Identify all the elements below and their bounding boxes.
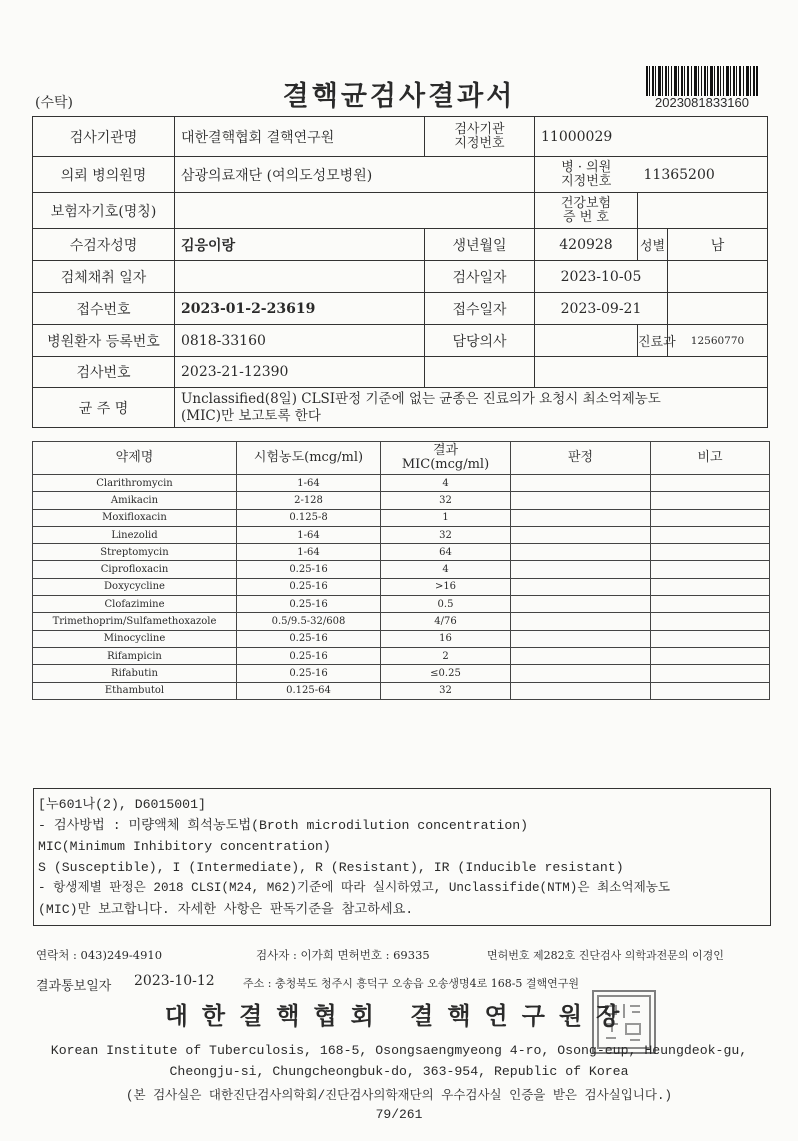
- collection-date-value: [175, 261, 425, 293]
- mic-cell: 32: [381, 492, 511, 509]
- drug-name-cell: Ciprofloxacin: [33, 561, 237, 578]
- receipt-date-value: 2023-09-21: [535, 293, 668, 325]
- col-header-note: 비고: [651, 442, 770, 475]
- judge-cell: [511, 492, 651, 509]
- drug-name-cell: Clarithromycin: [33, 475, 237, 492]
- table-row: [33, 509, 770, 526]
- table-row: [33, 561, 770, 578]
- health-cert-value: [638, 193, 768, 229]
- mic-cell: 4: [381, 561, 511, 578]
- barcode-icon: [646, 66, 758, 96]
- table-row: [33, 596, 770, 613]
- institution-value: 대한결핵협회 결핵연구원: [175, 117, 425, 157]
- address-en-line1: Korean Institute of Tuberculosis, 168-5, Osongsaengmyeong 4-ro, Osong-eup, Heungdeok-gu,: [50, 1043, 748, 1058]
- barcode-number: 2023081833160: [655, 95, 749, 110]
- contact: 연락처 : 043)249-4910: [36, 948, 163, 962]
- receipt-date-extra: [668, 293, 768, 325]
- judge-cell: [511, 596, 651, 613]
- mic-cell: 64: [381, 544, 511, 561]
- collection-date-label: 검체채취 일자: [33, 261, 175, 293]
- mic-cell: 32: [381, 682, 511, 699]
- sex-label: 성별: [638, 229, 668, 261]
- hospital-reg-value: 0818-33160: [175, 325, 425, 357]
- judge-cell: [511, 665, 651, 682]
- mic-cell: 32: [381, 526, 511, 543]
- drug-name-cell: Rifabutin: [33, 665, 237, 682]
- drug-name-cell: Moxifloxacin: [33, 509, 237, 526]
- judge-cell: [511, 630, 651, 647]
- drug-rows: [33, 475, 770, 700]
- conc-cell: 0.25-16: [237, 578, 381, 595]
- mic-cell: 2: [381, 647, 511, 664]
- note-cell: [651, 647, 770, 664]
- tester: 검사자 : 이가희 면허번호 : 69335: [256, 948, 430, 962]
- col-header-drug: 약제명: [33, 442, 237, 475]
- col-header-result: [381, 442, 511, 475]
- note-cell: [651, 526, 770, 543]
- conc-cell: 1-64: [237, 544, 381, 561]
- address-kr: 주소 : 충청북도 청주시 흥덕구 오송읍 오송생명4로 168-5 결핵연구원: [243, 977, 580, 990]
- note-cell: [651, 665, 770, 682]
- patient-name-label: 수검자성명: [33, 229, 175, 261]
- report-date-label: 결과통보일자: [36, 979, 112, 994]
- drug-name-cell: Doxycycline: [33, 578, 237, 595]
- institution-code-label-line1: 검사기관: [454, 121, 505, 137]
- patient-info-table: [32, 116, 768, 428]
- drug-name-cell: Streptomycin: [33, 544, 237, 561]
- consign-label: (수탁): [35, 95, 73, 111]
- note-cell: [651, 630, 770, 647]
- doctor-label: 담당의사: [425, 325, 535, 357]
- organization-name: 대한결핵협회 결핵연구원장: [164, 1001, 634, 1030]
- judge-cell: [511, 475, 651, 492]
- conc-cell: 1-64: [237, 526, 381, 543]
- note-cell: [651, 492, 770, 509]
- table-row: [33, 647, 770, 664]
- table-row: [33, 492, 770, 509]
- test-no-label: 검사번호: [33, 357, 175, 388]
- judge-cell: [511, 544, 651, 561]
- conc-cell: 1-64: [237, 475, 381, 492]
- requester-value: 삼광의료재단 (여의도성모병원): [175, 157, 535, 193]
- notes-box: [33, 788, 771, 926]
- drug-name-cell: Linezolid: [33, 526, 237, 543]
- dept-label: 진료과: [638, 325, 668, 357]
- judge-cell: [511, 526, 651, 543]
- institution-label: 검사기관명: [33, 117, 175, 157]
- clinic-code-label-line1: 병 · 의원: [561, 159, 612, 175]
- mic-cell: 0.5: [381, 596, 511, 613]
- clinic-code-label: [535, 157, 638, 193]
- species-value-line1: Unclassified(8일) CLSI판정 기준에 없는 균종은 진료의가 요청시 최소억제농도: [181, 390, 661, 407]
- species-value-line2: (MIC)만 보고토록 한다: [181, 407, 321, 424]
- notes-line-2: - 검사방법 : 미량액체 희석농도법(Broth microdilution concentration): [38, 818, 529, 833]
- health-cert-label: [535, 193, 638, 229]
- requester-label: 의뢰 병의원명: [33, 157, 175, 193]
- birth-value: 420928: [535, 229, 638, 261]
- judge-cell: [511, 578, 651, 595]
- species-label: 균 주 명: [33, 388, 175, 428]
- test-date-extra: [668, 261, 768, 293]
- conc-cell: 0.25-16: [237, 665, 381, 682]
- notes-line-6: (MIC)만 보고합니다. 자세한 사항은 판독기준을 참고하세요.: [38, 902, 414, 917]
- conc-cell: 0.25-16: [237, 561, 381, 578]
- notes-line-5: - 항생제별 판정은 2018 CLSI(M24, M62)기준에 따라 실시하였고, Unclassifide(NTM)은 최소억제농도: [38, 881, 671, 895]
- table-row: [33, 682, 770, 699]
- conc-cell: 2-128: [237, 492, 381, 509]
- table-row: [33, 475, 770, 492]
- col-header-conc: 시험농도(mcg/ml): [237, 442, 381, 475]
- institution-code-label-line2: 지정번호: [454, 135, 505, 151]
- birth-label: 생년월일: [425, 229, 535, 261]
- col-header-judge: 판정: [511, 442, 651, 475]
- address-en-line2: Cheongju-si, Chungcheongbuk-do, 363-954, Republic of Korea: [169, 1064, 629, 1079]
- table-row: [33, 630, 770, 647]
- institution-code-value: 11000029: [535, 117, 768, 157]
- receipt-date-label: 접수일자: [425, 293, 535, 325]
- note-cell: [651, 578, 770, 595]
- judge-cell: [511, 647, 651, 664]
- drug-name-cell: Ethambutol: [33, 682, 237, 699]
- table-row: [33, 613, 770, 630]
- judge-cell: [511, 561, 651, 578]
- clinic-code-value: 11365200: [638, 157, 768, 193]
- table-row: [33, 578, 770, 595]
- certification-note: (본 검사실은 대한진단검사의학회/진단검사의학재단의 우수검사실 인증을 받은 검사실입니다.): [126, 1089, 672, 1103]
- table-row: [33, 526, 770, 543]
- health-cert-label-line1: 건강보험: [560, 195, 612, 211]
- judge-cell: [511, 613, 651, 630]
- judge-cell: [511, 682, 651, 699]
- note-cell: [651, 509, 770, 526]
- note-cell: [651, 596, 770, 613]
- test-date-label: 검사일자: [425, 261, 535, 293]
- conc-cell: 0.25-16: [237, 630, 381, 647]
- notes-line-3: MIC(Minimum Inhibitory concentration): [38, 839, 331, 854]
- notes-line-1: [누601나(2), D6015001]: [38, 797, 206, 812]
- report-date-value: 2023-10-12: [134, 973, 215, 989]
- dept-value: 12560770: [668, 325, 768, 357]
- col-header-result-line2: MIC(mcg/ml): [401, 457, 490, 472]
- sex-value: 남: [668, 229, 768, 261]
- mic-cell: >16: [381, 578, 511, 595]
- conc-cell: 0.125-64: [237, 682, 381, 699]
- table-row: [33, 665, 770, 682]
- test-date-value: 2023-10-05: [535, 261, 668, 293]
- insured-label: 보험자기호(명칭): [33, 193, 175, 229]
- drug-name-cell: Rifampicin: [33, 647, 237, 664]
- receipt-no-label: 접수번호: [33, 293, 175, 325]
- note-cell: [651, 561, 770, 578]
- note-cell: [651, 475, 770, 492]
- drug-name-cell: Amikacin: [33, 492, 237, 509]
- test-no-value: 2023-21-12390: [175, 357, 425, 388]
- conc-cell: 0.25-16: [237, 647, 381, 664]
- note-cell: [651, 682, 770, 699]
- test-no-blank-2: [535, 357, 768, 388]
- drug-name-cell: Minocycline: [33, 630, 237, 647]
- judge-cell: [511, 509, 651, 526]
- specialist: 면허번호 제282호 진단검사 의학과전문의 이경인: [487, 949, 724, 962]
- clinic-code-label-line2: 지정번호: [561, 173, 612, 189]
- mic-cell: 1: [381, 509, 511, 526]
- note-cell: [651, 613, 770, 630]
- drug-name-cell: Trimethoprim/Sulfamethoxazole: [33, 613, 237, 630]
- hospital-reg-label: 병원환자 등록번호: [33, 325, 175, 357]
- conc-cell: 0.5/9.5-32/608: [237, 613, 381, 630]
- test-no-blank-1: [425, 357, 535, 388]
- col-header-result-line1: 결과: [432, 443, 459, 458]
- mic-cell: ≤0.25: [381, 665, 511, 682]
- conc-cell: 0.25-16: [237, 596, 381, 613]
- patient-name-value: 김응이랑: [175, 229, 425, 261]
- mic-cell: 4/76: [381, 613, 511, 630]
- notes-line-4: S (Susceptible), I (Intermediate), R (Resistant), IR (Inducible resistant): [38, 860, 624, 875]
- insured-value: [175, 193, 535, 229]
- conc-cell: 0.125-8: [237, 509, 381, 526]
- page-number: 79/261: [375, 1107, 423, 1122]
- drug-name-cell: Clofazimine: [33, 596, 237, 613]
- table-row: [33, 544, 770, 561]
- mic-cell: 4: [381, 475, 511, 492]
- mic-cell: 16: [381, 630, 511, 647]
- doctor-value: [535, 325, 638, 357]
- note-cell: [651, 544, 770, 561]
- document-title: 결핵균검사결과서: [282, 81, 516, 112]
- health-cert-label-line2: 증 번 호: [563, 209, 609, 225]
- institution-code-label: [425, 117, 535, 157]
- species-value: [175, 388, 768, 428]
- drug-susceptibility-table: [32, 441, 770, 700]
- receipt-no-value: 2023-01-2-23619: [175, 293, 425, 325]
